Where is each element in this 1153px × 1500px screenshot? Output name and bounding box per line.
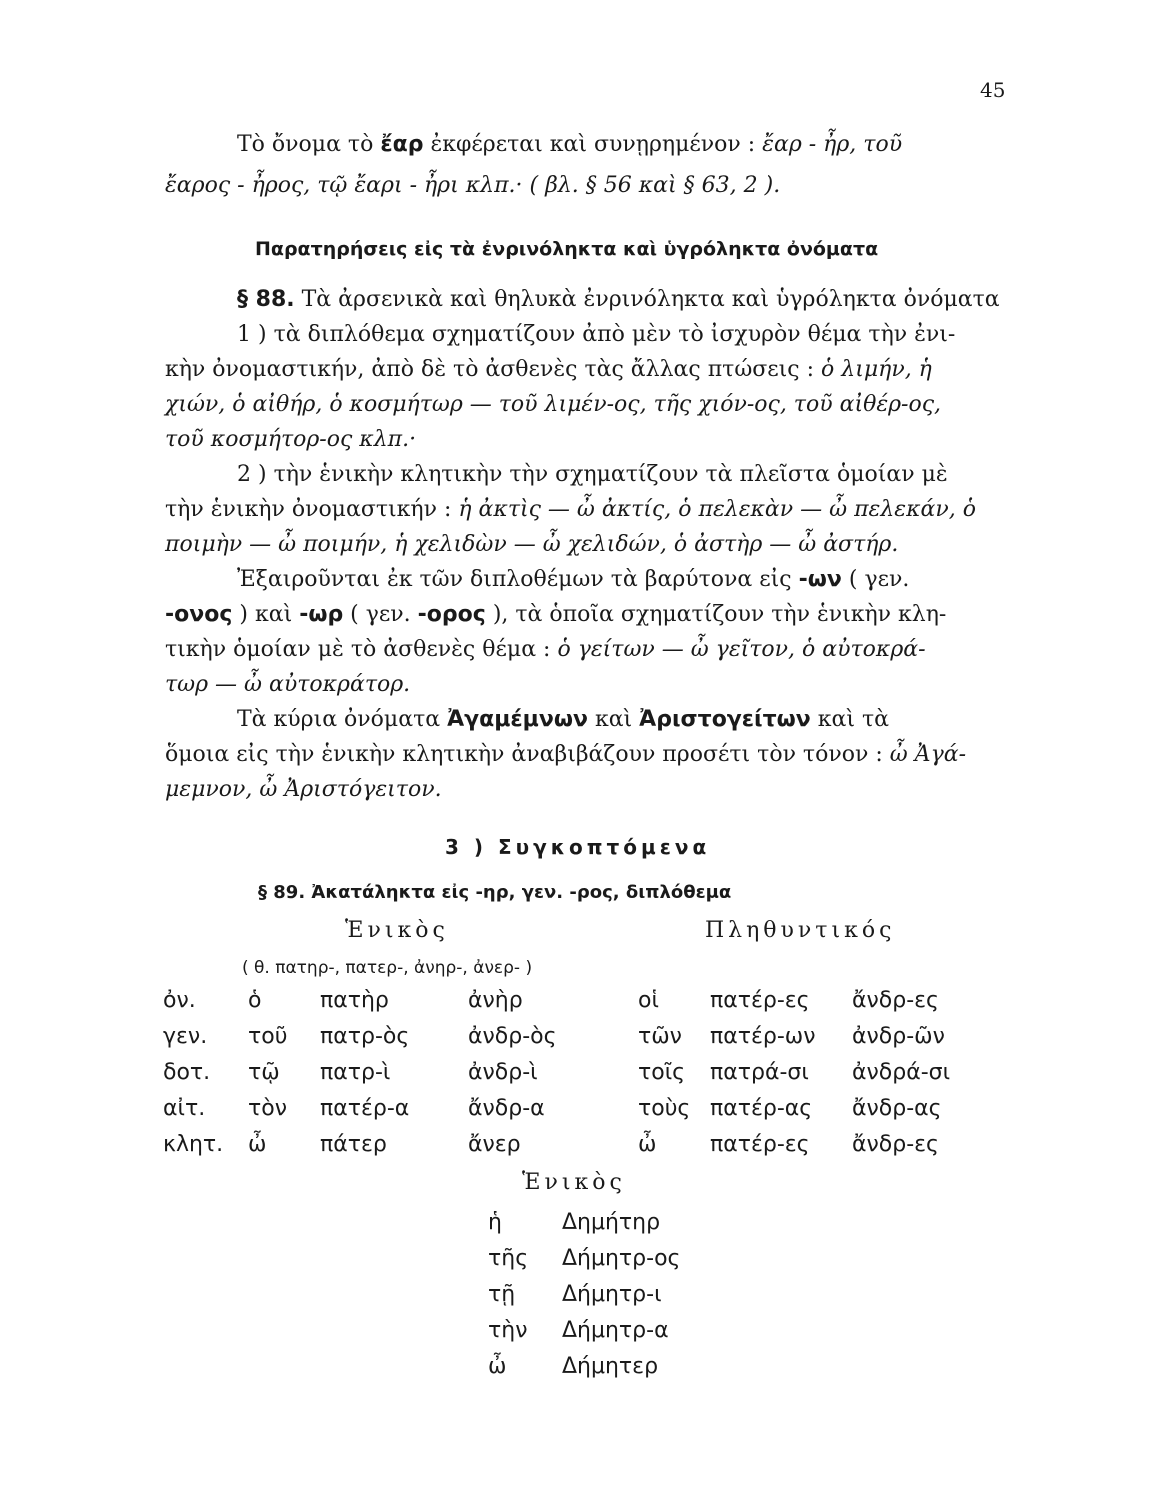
table-cell-aner-pl: ἄνδρ-ες xyxy=(852,988,939,1013)
table-cell-aner-pl: ἀνδρ-ῶν xyxy=(852,1024,945,1049)
table-cell-art-sg: ὁ xyxy=(248,988,262,1013)
p88-line-10 xyxy=(165,602,946,627)
demeter-art: ἡ xyxy=(488,1210,502,1235)
table-cell-art-pl: τοῖς xyxy=(638,1060,686,1085)
demeter-form: Δήμητερ xyxy=(562,1354,659,1379)
table-cell-aner-sg: ἄνερ xyxy=(468,1132,521,1157)
demeter-art: τῆς xyxy=(488,1246,529,1271)
table-cell-pater-sg: πατέρ-α xyxy=(320,1096,410,1121)
ending: -ων xyxy=(798,567,842,592)
text: ὅμοια εἰς τὴν ἑνικὴν κλητικὴν ἀναβιβάζουν προσέτι τὸν τόνον : xyxy=(165,742,890,767)
p88-line-6: 2 ) τὴν ἑνικὴν κλητικὴν τὴν σχηματίζουν τὰ πλεῖστα ὁμοίαν μὲ xyxy=(237,462,948,487)
intro-line-2: ἔαρος - ἦρος, τῷ ἔαρι - ἦρι κλπ.· ( βλ. § 56 καὶ § 63, 2 ). xyxy=(165,173,781,198)
table-cell-case: αἰτ. xyxy=(163,1096,206,1121)
p88-line-7 xyxy=(165,497,976,522)
demeter-form: Δήμητρ-ος xyxy=(562,1246,681,1271)
table-cell-case: ὀν. xyxy=(163,988,196,1013)
p88-line-1 xyxy=(237,287,1000,312)
p88-line-13 xyxy=(237,707,889,732)
text: καὶ τὰ xyxy=(810,707,890,732)
table-cell-pater-sg: πατὴρ xyxy=(320,988,389,1013)
text: καὶ xyxy=(587,707,640,732)
example: ὦ Ἀγά- xyxy=(889,742,967,767)
ending: -ονος xyxy=(165,602,233,627)
text: Τὰ ἀρσενικὰ καὶ θηλυκὰ ἐνρινόληκτα καὶ ὑγρόληκτα ὀνόματα xyxy=(294,287,1000,312)
example: ἡ ἀκτὶς — ὦ ἀκτίς, ὁ πελεκὰν — ὦ πελεκάν, ὁ xyxy=(458,497,976,522)
demeter-header: Ἑνικὸς xyxy=(522,1170,626,1195)
table-cell-aner-pl: ἄνδρ-ες xyxy=(852,1132,939,1157)
table-cell-aner-sg: ἄνδρ-α xyxy=(468,1096,545,1121)
table-cell-aner-sg: ἀνδρ-ὸς xyxy=(468,1024,557,1049)
table-cell-aner-pl: ἄνδρ-ας xyxy=(852,1096,942,1121)
table-cell-pater-sg: πάτερ xyxy=(320,1132,387,1157)
proper-name: Ἀγαμέμνων xyxy=(447,707,588,732)
example: ὁ λιμήν, ἡ xyxy=(821,357,932,382)
p88-line-2: 1 ) τὰ διπλόθεμα σχηματίζουν ἀπὸ μὲν τὸ ἰσχυρὸν θέμα τὴν ἐνι- xyxy=(237,322,956,347)
demeter-art: τῇ xyxy=(488,1282,516,1307)
table-cell-art-pl: τῶν xyxy=(638,1024,682,1049)
table-cell-aner-sg: ἀνὴρ xyxy=(468,988,523,1013)
text: τὴν ἑνικὴν ὀνομαστικήν : xyxy=(165,497,459,522)
subsection-title: 3 ) Συγκοπτόμενα xyxy=(445,835,711,859)
text: κὴν ὀνομαστικήν, ἀπὸ δὲ τὸ ἀσθενὲς τὰς ἄλλας πτώσεις : xyxy=(165,357,822,382)
singular-header: Ἑνικὸς xyxy=(345,918,449,943)
ending: -ωρ xyxy=(299,602,344,627)
demeter-art: τὴν xyxy=(488,1318,528,1343)
table-cell-pater-pl: πατρά-σι xyxy=(710,1060,809,1085)
section-number: § 88. xyxy=(237,287,295,312)
text: ), τὰ ὁποῖα σχηματίζουν τὴν ἑνικὴν κλη- xyxy=(485,602,947,627)
table-cell-pater-sg: πατρ-ὸς xyxy=(320,1024,410,1049)
p88-line-11 xyxy=(165,637,926,662)
intro-line-1 xyxy=(237,132,902,157)
table-cell-case: γεν. xyxy=(163,1024,208,1049)
demeter-form: Δήμητρ-ι xyxy=(562,1282,662,1307)
text: τικὴν ὁμοίαν μὲ τὸ ἀσθενὲς θέμα : xyxy=(165,637,558,662)
text: Ἐξαιροῦνται ἐκ τῶν διπλοθέμων τὰ βαρύτονα εἰς xyxy=(237,567,799,592)
table-cell-aner-sg: ἀνδρ-ὶ xyxy=(468,1060,538,1085)
table-cell-pater-pl: πατέρ-ες xyxy=(710,988,810,1013)
demeter-art: ὦ xyxy=(488,1354,507,1379)
table-cell-art-sg: τοῦ xyxy=(248,1024,288,1049)
table-cell-case: κλητ. xyxy=(163,1132,224,1157)
text: Τὰ κύρια ὀνόματα xyxy=(237,707,448,732)
demeter-form: Δημήτηρ xyxy=(562,1210,661,1235)
table-cell-art-pl: τοὺς xyxy=(638,1096,691,1121)
example: ὁ γείτων — ὦ γεῖτον, ὁ αὐτοκρά- xyxy=(557,637,926,662)
section-heading: Παρατηρήσεις εἰς τὰ ἐνρινόληκτα καὶ ὑγρόληκτα ὀνόματα xyxy=(255,238,879,260)
table-cell-art-pl: οἱ xyxy=(638,988,659,1013)
bold-term: ἔαρ xyxy=(380,132,424,157)
example: ἔαρ - ἦρ, τοῦ xyxy=(762,132,903,157)
p88-line-4: χιών, ὁ αἰθήρ, ὁ κοσμήτωρ — τοῦ λιμέν-ος, τῆς χιόν-ος, τοῦ αἰθέρ-ος, xyxy=(165,392,942,417)
ending: -ορος xyxy=(417,602,486,627)
table-cell-case: δοτ. xyxy=(163,1060,211,1085)
table-cell-art-sg: τῷ xyxy=(248,1060,280,1085)
table-cell-aner-pl: ἀνδρά-σι xyxy=(852,1060,951,1085)
demeter-form: Δήμητρ-α xyxy=(562,1318,669,1343)
table-cell-pater-pl: πατέρ-ων xyxy=(710,1024,816,1049)
p88-line-9 xyxy=(237,567,909,592)
p88-line-15: μεμνον, ὦ Ἀριστόγειτον. xyxy=(165,777,442,802)
p88-line-3 xyxy=(165,357,932,382)
p88-line-14 xyxy=(165,742,966,767)
table-cell-art-sg: τὸν xyxy=(248,1096,287,1121)
p89-heading: § 89. Ἀκατάληκτα εἰς -ηρ, γεν. -ρος, διπλόθεμα xyxy=(258,882,732,903)
proper-name: Ἀριστογείτων xyxy=(639,707,811,732)
table-cell-art-sg: ὦ xyxy=(248,1132,267,1157)
stems-note: ( θ. πατηρ-, πατερ-, ἀνηρ-, ἀνερ- ) xyxy=(242,958,533,978)
text: ) καὶ xyxy=(232,602,300,627)
table-cell-art-pl: ὦ xyxy=(638,1132,657,1157)
p88-line-8: ποιμὴν — ὦ ποιμήν, ἡ χελιδὼν — ὦ χελιδών, ὁ ἀστὴρ — ὦ ἀστήρ. xyxy=(165,532,899,557)
text: ( γεν. xyxy=(841,567,910,592)
table-cell-pater-pl: πατέρ-ες xyxy=(710,1132,810,1157)
text: ἐκφέρεται καὶ συνῃρημένον : xyxy=(423,132,763,157)
p88-line-5: τοῦ κοσμήτορ-ος κλπ.· xyxy=(165,427,417,452)
text: Τὸ ὄνομα τὸ xyxy=(237,132,381,157)
page-number: 45 xyxy=(980,78,1006,102)
table-cell-pater-sg: πατρ-ὶ xyxy=(320,1060,391,1085)
p88-line-12: τωρ — ὦ αὐτοκράτορ. xyxy=(165,672,411,697)
text: ( γεν. xyxy=(343,602,418,627)
table-cell-pater-pl: πατέρ-ας xyxy=(710,1096,813,1121)
plural-header: Πληθυντικός xyxy=(705,918,896,943)
